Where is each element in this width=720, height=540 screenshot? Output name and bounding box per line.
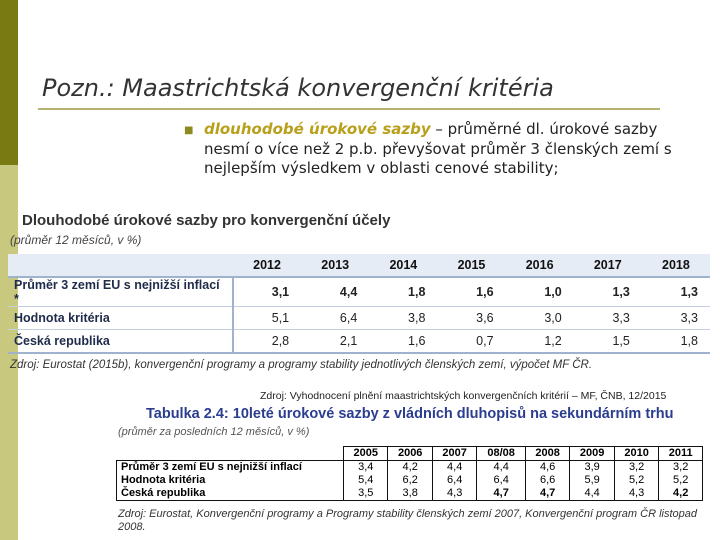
table2-cell: 4,4 xyxy=(570,487,614,501)
table2-cell: 4,2 xyxy=(388,461,432,475)
table2-year: 2009 xyxy=(570,447,614,461)
table1-cell: 3,8 xyxy=(369,307,437,330)
table1-cell: 0,7 xyxy=(437,330,505,354)
table2-cell: 5,4 xyxy=(344,474,388,487)
table2-row-label: Hodnota kritéria xyxy=(117,474,344,487)
bullet-square-icon: ■ xyxy=(184,125,194,136)
table1-subtitle: (průměr 12 měsíců, v %) xyxy=(10,233,142,247)
table1-row xyxy=(8,307,710,330)
table2-cell: 3,2 xyxy=(614,461,658,475)
table1-cell: 3,0 xyxy=(506,307,574,330)
table2-cell: 4,3 xyxy=(432,487,476,501)
bullet-text xyxy=(186,120,686,179)
table1-cell: 1,8 xyxy=(642,330,710,354)
table1-cell: 1,3 xyxy=(574,277,642,307)
table2-year: 08/08 xyxy=(477,447,526,461)
table2-year: 2008 xyxy=(525,447,569,461)
table2-header-row xyxy=(117,447,703,461)
bullet-highlight: dlouhodobé úrokové sazby xyxy=(204,120,431,138)
title-divider xyxy=(38,108,660,110)
table1-year: 2018 xyxy=(642,254,710,277)
table1-year: 2012 xyxy=(233,254,301,277)
table2-cell: 3,9 xyxy=(570,461,614,475)
table1-year: 2013 xyxy=(301,254,369,277)
table1-year: 2016 xyxy=(506,254,574,277)
table2-cell: 6,4 xyxy=(432,474,476,487)
table1-cell: 2,8 xyxy=(233,330,301,354)
slide-title: Pozn.: Maastrichtská konvergenční kritéria xyxy=(42,74,554,102)
table1-title: Dlouhodobé úrokové sazby pro konvergenční účely xyxy=(22,212,391,229)
table2-year: 2011 xyxy=(659,447,703,461)
table2-row-label: Průměr 3 zemí EU s nejnižší inflací xyxy=(117,461,344,475)
table2-cell: 3,5 xyxy=(344,487,388,501)
table2-year: 2010 xyxy=(614,447,658,461)
table1-row xyxy=(8,277,710,307)
table1-header-row xyxy=(8,254,710,277)
table1-year: 2017 xyxy=(574,254,642,277)
table2-cell: 6,2 xyxy=(388,474,432,487)
table1-cell: 1,6 xyxy=(369,330,437,354)
table2-row xyxy=(117,487,703,501)
table1-year: 2015 xyxy=(437,254,505,277)
table1-cell: 1,2 xyxy=(506,330,574,354)
table1-cell: 4,4 xyxy=(301,277,369,307)
table2-cell: 3,4 xyxy=(344,461,388,475)
table1-cell: 3,3 xyxy=(574,307,642,330)
table1-cell: 3,3 xyxy=(642,307,710,330)
table2-row xyxy=(117,474,703,487)
table1-cell: 5,1 xyxy=(233,307,301,330)
table2-row xyxy=(117,461,703,475)
table1-cell: 1,0 xyxy=(506,277,574,307)
table2-cell: 5,2 xyxy=(614,474,658,487)
table1-row-label: Průměr 3 zemí EU s nejnižší inflací * xyxy=(8,277,233,307)
table2 xyxy=(116,446,703,501)
table2-cell: 6,6 xyxy=(525,474,569,487)
table1-cell: 6,4 xyxy=(301,307,369,330)
table2-cell: 6,4 xyxy=(477,474,526,487)
table1-cell: 3,6 xyxy=(437,307,505,330)
table1-source: Zdroj: Eurostat (2015b), konvergenční programy a programy stability jednotlivých členských zemí, výpočet MF ČR. xyxy=(10,359,593,371)
table1-cell: 1,3 xyxy=(642,277,710,307)
table1-cell: 1,5 xyxy=(574,330,642,354)
table2-cell: 4,3 xyxy=(614,487,658,501)
table2-title: Tabulka 2.4: 10leté úrokové sazby z vládních dluhopisů na sekundárním trhu xyxy=(146,406,674,422)
table1-cell: 3,1 xyxy=(233,277,301,307)
sidebar-accent-dark xyxy=(0,0,18,165)
table2-cell: 3,2 xyxy=(659,461,703,475)
table2-row-label: Česká republika xyxy=(117,487,344,501)
table2-cell: 4,2 xyxy=(659,487,703,501)
slide-caption: Zdroj: Vyhodnocení plnění maastrichtských konvergenčních kritérií – MF, ČNB, 12/2015 xyxy=(260,390,667,402)
table2-cell: 5,9 xyxy=(570,474,614,487)
table2-source: Zdroj: Eurostat, Konvergenční programy a Programy stability členských zemí 2007, Konvergenční program ČR listopad 2008. xyxy=(118,508,697,533)
table1 xyxy=(8,254,710,354)
table1-year: 2014 xyxy=(369,254,437,277)
table2-cell: 4,7 xyxy=(477,487,526,501)
table2-subtitle: (průměr za posledních 12 měsíců, v %) xyxy=(118,426,310,438)
table2-cell: 4,7 xyxy=(525,487,569,501)
bullet-rest: – průměrné dl. úrokové sazby nesmí o více než 2 p.b. převyšovat průměr 3 členských zemí s nejlepším výsledkem v oblasti cenové stability; xyxy=(204,120,672,177)
table1-row xyxy=(8,330,710,354)
table1-cell: 1,6 xyxy=(437,277,505,307)
table2-header-corner xyxy=(117,447,344,461)
table2-year: 2007 xyxy=(432,447,476,461)
table2-year: 2006 xyxy=(388,447,432,461)
table1-cell: 2,1 xyxy=(301,330,369,354)
table2-cell: 4,6 xyxy=(525,461,569,475)
table2-cell: 4,4 xyxy=(432,461,476,475)
bullet-point xyxy=(186,120,686,179)
table1-row-label: Hodnota kritéria xyxy=(8,307,233,330)
table1-row-label: Česká republika xyxy=(8,330,233,354)
table2-cell: 3,8 xyxy=(388,487,432,501)
table2-cell: 5,2 xyxy=(659,474,703,487)
table2-cell: 4,4 xyxy=(477,461,526,475)
table2-year: 2005 xyxy=(344,447,388,461)
table1-header-corner xyxy=(8,254,233,277)
table1-cell: 1,8 xyxy=(369,277,437,307)
